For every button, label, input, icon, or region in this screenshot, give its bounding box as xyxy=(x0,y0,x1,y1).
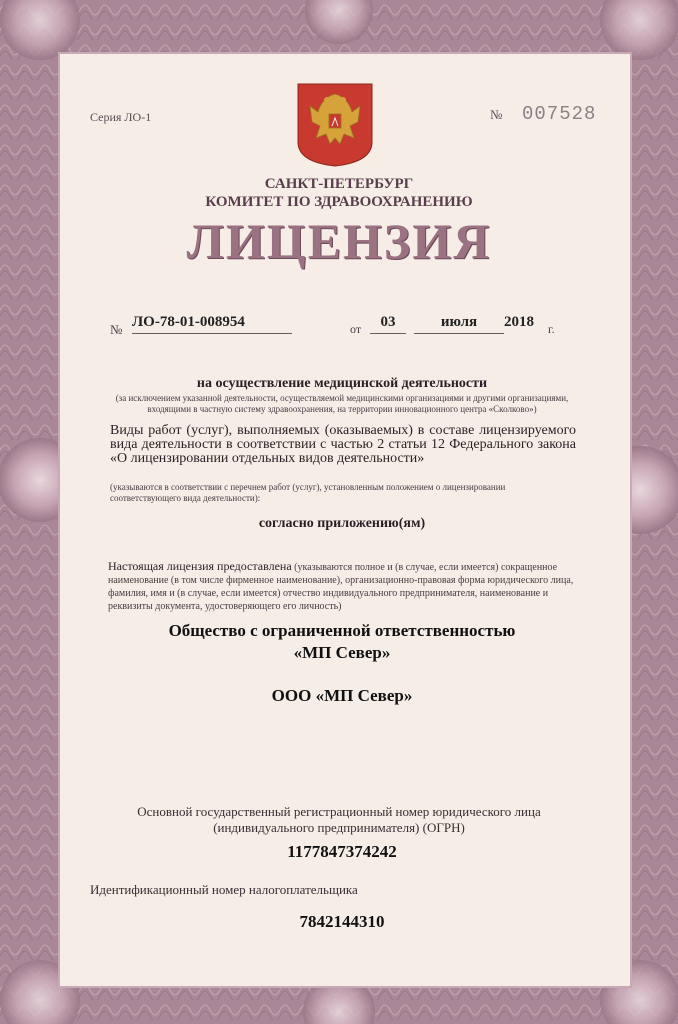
granted-note: (указываются полное и (в случае, если имеется) сокращенное наименование (в том числе фирменное наименование), организационно-правовая форма юридического лица, фамилия, имя и (в случае, если имеется) отчество индивидуального предпринимателя, наименование и реквизиты документа, удостоверяющего его личность) xyxy=(108,562,574,612)
license-month: июля xyxy=(414,314,504,334)
license-number-label: № xyxy=(110,322,123,337)
organization-short-name: ООО «МП Север» xyxy=(271,686,413,705)
organization-full-name-line2: «МП Север» xyxy=(293,643,391,662)
ogrn-value: 1177847374242 xyxy=(287,842,397,861)
activity-heading: на осуществление медицинской деятельности xyxy=(196,376,488,391)
document-title: ЛИЦЕНЗИЯ xyxy=(186,213,492,269)
series-label: Серия ЛО-1 xyxy=(90,110,152,124)
date-from-label: от xyxy=(350,322,362,336)
russian-coat-of-arms-icon xyxy=(296,82,374,168)
granted-paragraph xyxy=(108,560,578,613)
granted-lead: Настоящая лицензия предоставлена xyxy=(108,559,292,573)
year-suffix: г. xyxy=(548,322,555,336)
ogrn-label: Основной государственный регистрационный номер юридического лица (индивидуального предпринимателя) (ОГРН) xyxy=(137,804,541,835)
works-note: (указываются в соответствии с перечнем работ (услуг), установленным положением о лицензировании соответствующего вида деятельности): xyxy=(110,482,506,503)
inn-label: Идентификационный номер налогоплательщика xyxy=(90,882,358,897)
license-day: 03 xyxy=(370,314,406,334)
license-year: 2018 xyxy=(504,314,534,330)
issuer-city: САНКТ-ПЕТЕРБУРГ xyxy=(264,176,414,192)
works-description: Виды работ (услуг), выполняемых (оказываемых) в составе лицензируемого вида деятельности в соответствии с частью 2 статьи 12 Федерального закона «О лицензировании отдельных видов деятельности» xyxy=(110,423,576,466)
activity-exclusion: (за исключением указанной деятельности, осуществляемой медицинскими организациями и другими организациями, входящими в частную систему здравоохранения, на территории инновационного центра «Сколково») xyxy=(115,393,569,414)
inn-value: 7842144310 xyxy=(299,912,385,931)
organization-full-name xyxy=(110,620,574,664)
annex-reference: согласно приложению(ям) xyxy=(258,516,426,531)
form-number: 007528 xyxy=(522,103,597,125)
issuer-authority: КОМИТЕТ ПО ЗДРАВООХРАНЕНИЮ xyxy=(205,194,473,210)
form-number-label: № xyxy=(490,107,503,122)
license-number: ЛО-78-01-008954 xyxy=(132,314,292,334)
organization-full-name-line1: Общество с ограниченной ответственностью xyxy=(168,621,516,640)
